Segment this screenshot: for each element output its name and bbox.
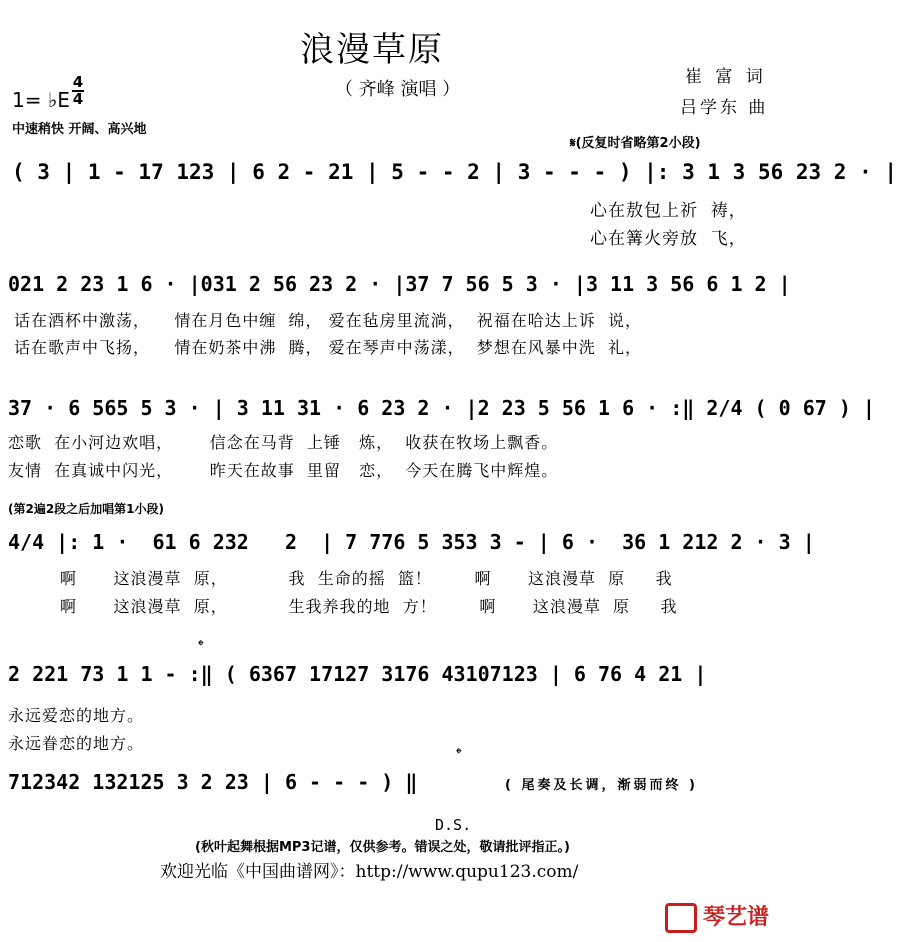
dal-segno: D.S.: [435, 816, 472, 834]
segno-note: 𝄋(反复时省略第2小段): [570, 136, 701, 151]
time-sig-top: 4: [72, 73, 84, 91]
time-signature: [72, 73, 84, 108]
lyric-line-4b: 啊 这浪漫草 原， 生我养我的地 方！ 啊 这浪漫草 原 我: [60, 597, 678, 616]
score-line-6: 712342 132125 3 2 23 | 6 - - - ) ‖: [8, 770, 418, 794]
singer-credit: （ 齐峰 演唱 ）: [335, 79, 461, 100]
lyric-line-2a: 话在酒杯中激荡， 情在月色中缠 绵， 爱在毡房里流淌， 祝福在哈达上诉 说，: [14, 311, 642, 330]
tail-note: ( 尾奏及长调，渐弱而终 ): [505, 778, 698, 793]
lyric-line-1b: 心在篝火旁放 飞，: [590, 229, 747, 249]
coda-mark-2: 𝄌: [456, 744, 462, 763]
transcription-notice: (秋叶起舞根据MP3记谱，仅供参考。错误之处，敬请批评指正。): [195, 840, 570, 855]
score-line-2: 021 2 23 1 6 · |031 2 56 23 2 · |37 7 56 5 3 · |3 11 3 56 6 1 2 |: [8, 272, 791, 296]
lyric-line-3b: 友情 在真诚中闪光， 昨天在故事 里留 恋， 今天在腾飞中辉煌。: [8, 461, 559, 480]
site-logo: [665, 900, 769, 933]
score-line-1: ( 3 | 1 - 17 123 | 6 2 - 21 | 5 - - 2 | 3 - - - ) |: 3 1 3 56 23 2 · |: [12, 160, 897, 184]
composer-credit: 吕学东 曲: [680, 98, 769, 118]
score-line-4: 4/4 |: 1 · 61 6 232 2 | 7 776 5 353 3 - | 6 · 36 1 212 2 · 3 |: [8, 530, 815, 554]
coda-mark-1: 𝄌: [198, 636, 204, 655]
lyric-line-3a: 恋歌 在小河边欢唱， 信念在马背 上锤 炼， 收获在牧场上飘香。: [8, 433, 559, 452]
logo-icon: [665, 903, 697, 933]
logo-text: 琴艺谱: [703, 905, 770, 930]
key-signature: 1= ♭E: [12, 88, 70, 112]
tempo-marking: 中速稍快 开阔、高兴地: [12, 122, 147, 137]
lyric-line-5b: 永远眷恋的地方。: [8, 734, 145, 753]
time-sig-bottom: 4: [72, 90, 84, 108]
welcome-link[interactable]: 欢迎光临《中国曲谱网》：http://www.qupu123.com/: [160, 862, 579, 882]
lyric-line-2b: 话在歌声中飞扬， 情在奶茶中沸 腾， 爱在琴声中荡漾， 梦想在风暴中洗 礼，: [14, 338, 642, 357]
lyric-line-4a: 啊 这浪漫草 原， 我 生命的摇 篮！ 啊 这浪漫草 原 我: [60, 569, 673, 588]
lyricist-credit: 崔 富 词: [685, 67, 767, 87]
lyric-line-5a: 永远爱恋的地方。: [8, 706, 145, 725]
score-line-5: 2 221 73 1 1 - :‖ ( 6367 17127 3176 43107123 | 6 76 4 21 |: [8, 662, 707, 686]
score-line-3: 37 · 6 565 5 3 · | 3 11 31 · 6 23 2 · |2 23 5 56 1 6 · :‖ 2/4 ( 0 67 ) |: [8, 396, 875, 420]
repeat-note: (第2遍2段之后加唱第1小段): [8, 502, 165, 516]
lyric-line-1a: 心在敖包上祈 祷，: [590, 201, 747, 221]
song-title: 浪漫草原: [300, 30, 444, 70]
